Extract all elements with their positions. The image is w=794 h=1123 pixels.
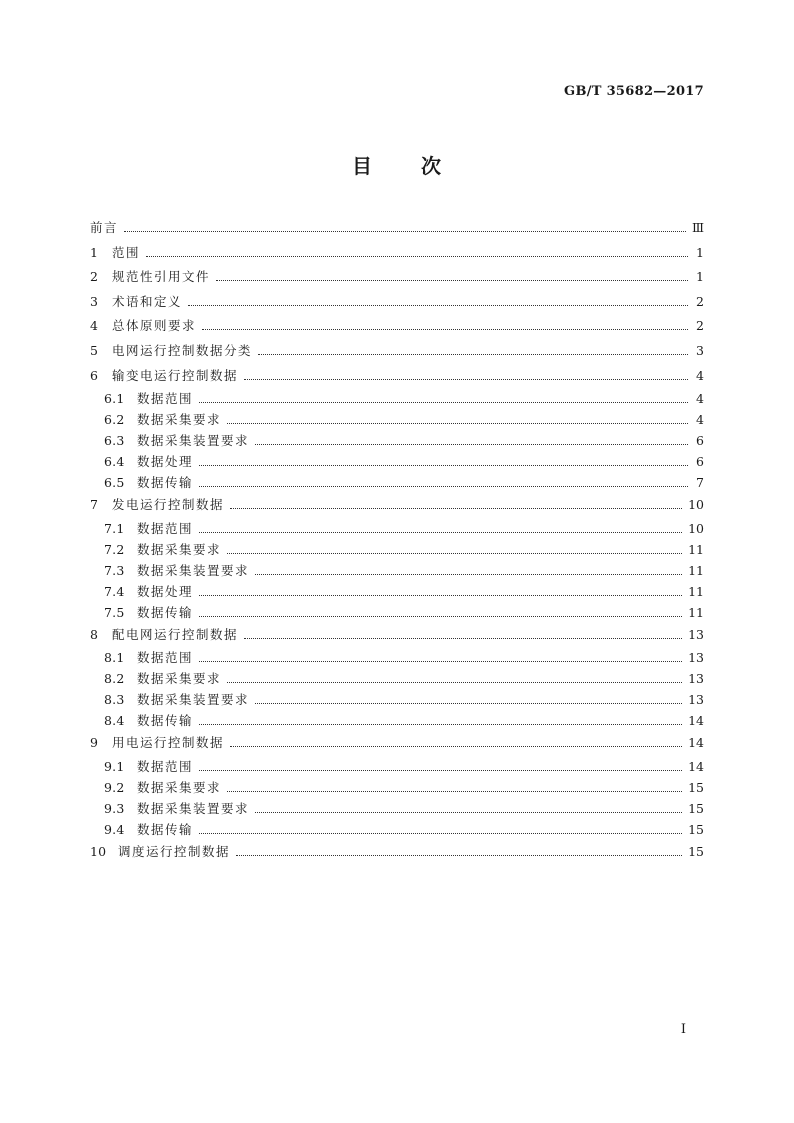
toc-entry-number: 7.2: [104, 541, 125, 557]
toc-entry-label: 数据采集要求: [137, 412, 222, 428]
toc-dot-leader: [146, 244, 688, 257]
toc-entry-page: 11: [688, 583, 704, 599]
toc-dot-leader: [258, 342, 688, 355]
toc-entry-number: 2: [90, 269, 99, 285]
toc-dot-leader: [199, 474, 688, 487]
toc-entry-label: 电网运行控制数据分类: [112, 342, 253, 358]
toc-entry-label: 数据传输: [137, 475, 194, 491]
toc-dot-leader: [199, 583, 682, 596]
toc-entry[interactable]: [90, 646, 704, 667]
toc-entry-page: 6: [696, 433, 704, 449]
toc-entry-label: 调度运行控制数据: [118, 843, 231, 859]
toc-entry[interactable]: [90, 622, 704, 647]
toc-entry[interactable]: [90, 517, 704, 538]
toc-entry[interactable]: [90, 289, 704, 314]
toc-entry-label: 数据采集要求: [137, 671, 222, 687]
toc-entry-label: 用电运行控制数据: [112, 735, 225, 751]
toc-entry-page: 7: [696, 475, 704, 491]
toc-entry-number: 9.2: [104, 779, 125, 795]
toc-entry-page: 15: [688, 843, 704, 859]
toc-entry-page: 11: [688, 562, 704, 578]
toc-entry[interactable]: [90, 538, 704, 559]
toc-entry[interactable]: [90, 387, 704, 408]
toc-entry-number: 4: [90, 318, 99, 334]
toc-entry-page: 1: [696, 269, 704, 285]
toc-entry[interactable]: [90, 215, 704, 240]
title-char-2: 次: [421, 154, 442, 178]
toc-entry-page: 10: [688, 497, 704, 513]
toc-dot-leader: [230, 734, 682, 747]
toc-dot-leader: [230, 496, 682, 509]
toc-entry[interactable]: [90, 839, 704, 864]
toc-entry-label: 数据采集装置要求: [137, 692, 250, 708]
toc-entry-page: 15: [688, 779, 704, 795]
toc-entry-page: 13: [688, 692, 704, 708]
toc-entry[interactable]: [90, 338, 704, 363]
toc-entry-label: 规范性引用文件: [112, 269, 211, 285]
toc-entry-number: 9.3: [104, 800, 125, 816]
toc-entry-number: 1: [90, 244, 99, 260]
toc-dot-leader: [199, 520, 682, 533]
toc-entry-number: 8.4: [104, 713, 125, 729]
toc-entry[interactable]: [90, 688, 704, 709]
toc-entry[interactable]: [90, 818, 704, 839]
toc-entry-number: 6.1: [104, 391, 125, 407]
toc-entry-label: 数据采集装置要求: [137, 562, 250, 578]
toc-entry-number: 9.4: [104, 821, 125, 837]
toc-entry-number: 6.2: [104, 412, 125, 428]
toc-entry-label: 数据采集装置要求: [137, 800, 250, 816]
toc-entry-page: 13: [688, 671, 704, 687]
toc-entry-number: 6.3: [104, 433, 125, 449]
toc-entry-page: 15: [688, 800, 704, 816]
toc-dot-leader: [227, 670, 682, 683]
toc-entry-label: 数据传输: [137, 713, 194, 729]
toc-entry-page: 13: [688, 650, 704, 666]
toc-dot-leader: [199, 604, 682, 617]
toc-dot-leader: [227, 541, 682, 554]
toc-entry-number: 8.3: [104, 692, 125, 708]
toc-entry-number: 9: [90, 735, 99, 751]
toc-entry-number: 3: [90, 293, 99, 309]
toc-entry[interactable]: [90, 601, 704, 622]
toc-entry-number: 8.2: [104, 671, 125, 687]
toc-dot-leader: [236, 843, 682, 856]
toc-entry-page: Ⅲ: [691, 220, 704, 235]
toc-dot-leader: [244, 626, 682, 639]
toc-dot-leader: [216, 268, 688, 281]
toc-dot-leader: [199, 390, 688, 403]
standard-code: GB/T 35682—2017: [564, 84, 704, 99]
toc-entry-label: 发电运行控制数据: [112, 497, 225, 513]
toc-entry-page: 11: [688, 604, 704, 620]
toc-entry-page: 14: [688, 758, 704, 774]
toc-dot-leader: [227, 779, 682, 792]
toc-entry[interactable]: [90, 776, 704, 797]
toc-entry-page: 14: [688, 735, 704, 751]
toc-entry[interactable]: [90, 755, 704, 776]
toc-dot-leader: [199, 649, 682, 662]
toc-dot-leader: [188, 293, 688, 306]
toc-entry[interactable]: [90, 429, 704, 450]
toc-entry-page: 2: [696, 293, 704, 309]
toc-entry-label: 术语和定义: [112, 293, 183, 309]
toc-dot-leader: [244, 367, 688, 380]
toc-entry-label: 数据处理: [137, 583, 194, 599]
toc-entry-page: 4: [696, 391, 704, 407]
toc-entry-number: 8.1: [104, 650, 125, 666]
toc-entry-page: 6: [696, 454, 704, 470]
toc-entry-number: 7.4: [104, 583, 125, 599]
table-of-contents: [90, 215, 704, 864]
toc-entry-number: 7: [90, 497, 99, 513]
title-char-1: 目: [352, 154, 373, 178]
toc-entry-number: 7.1: [104, 520, 125, 536]
toc-entry[interactable]: [90, 492, 704, 517]
toc-entry-label: 数据范围: [137, 391, 194, 407]
toc-dot-leader: [255, 562, 682, 575]
toc-entry-label: 数据处理: [137, 454, 194, 470]
toc-entry-page: 15: [688, 821, 704, 837]
toc-entry[interactable]: [90, 363, 704, 388]
toc-entry-number: 6: [90, 367, 99, 383]
toc-entry-label: 配电网运行控制数据: [112, 626, 239, 642]
toc-entry-number: 8: [90, 626, 99, 642]
toc-entry-number: 10: [90, 843, 107, 859]
toc-entry-label: 总体原则要求: [112, 318, 197, 334]
toc-entry-label: 数据范围: [137, 758, 194, 774]
toc-entry-page: 11: [688, 541, 704, 557]
toc-entry-label: 范围: [112, 244, 141, 260]
toc-dot-leader: [199, 821, 682, 834]
toc-entry-page: 4: [696, 367, 704, 383]
toc-entry[interactable]: [90, 450, 704, 471]
toc-entry-label: 数据采集装置要求: [137, 433, 250, 449]
page-title: [0, 150, 794, 179]
toc-entry-page: 14: [688, 713, 704, 729]
toc-entry-page: 13: [688, 626, 704, 642]
toc-dot-leader: [199, 453, 688, 466]
page-number: I: [680, 1022, 686, 1037]
toc-entry-label: 数据采集要求: [137, 779, 222, 795]
toc-dot-leader: [199, 758, 682, 771]
toc-dot-leader: [124, 219, 686, 232]
toc-entry-number: 6.5: [104, 475, 125, 491]
toc-entry-number: 6.4: [104, 454, 125, 470]
toc-entry[interactable]: [90, 797, 704, 818]
toc-entry[interactable]: [90, 240, 704, 265]
toc-entry-number: 7.3: [104, 562, 125, 578]
toc-dot-leader: [227, 411, 688, 424]
toc-entry[interactable]: [90, 559, 704, 580]
toc-entry[interactable]: [90, 667, 704, 688]
toc-entry-page: 3: [696, 342, 704, 358]
toc-entry[interactable]: [90, 264, 704, 289]
toc-entry-page: 10: [688, 520, 704, 536]
toc-entry-page: 4: [696, 412, 704, 428]
toc-dot-leader: [202, 317, 688, 330]
toc-entry-label: 数据采集要求: [137, 541, 222, 557]
toc-entry[interactable]: [90, 408, 704, 429]
toc-dot-leader: [199, 712, 682, 725]
toc-entry-number: 9.1: [104, 758, 125, 774]
toc-entry-label: 输变电运行控制数据: [112, 367, 239, 383]
toc-entry[interactable]: [90, 730, 704, 755]
toc-entry-number: 7.5: [104, 604, 125, 620]
toc-entry-label: 数据范围: [137, 650, 194, 666]
toc-entry-label: 前言: [90, 220, 119, 235]
toc-entry[interactable]: [90, 709, 704, 730]
toc-entry-label: 数据范围: [137, 520, 194, 536]
toc-dot-leader: [255, 800, 682, 813]
toc-dot-leader: [255, 432, 688, 445]
toc-entry[interactable]: [90, 580, 704, 601]
toc-entry-label: 数据传输: [137, 821, 194, 837]
toc-entry-page: 1: [696, 244, 704, 260]
toc-entry[interactable]: [90, 471, 704, 492]
toc-dot-leader: [255, 691, 682, 704]
toc-entry-label: 数据传输: [137, 604, 194, 620]
toc-entry[interactable]: [90, 313, 704, 338]
toc-entry-number: 5: [90, 342, 99, 358]
toc-entry-page: 2: [696, 318, 704, 334]
